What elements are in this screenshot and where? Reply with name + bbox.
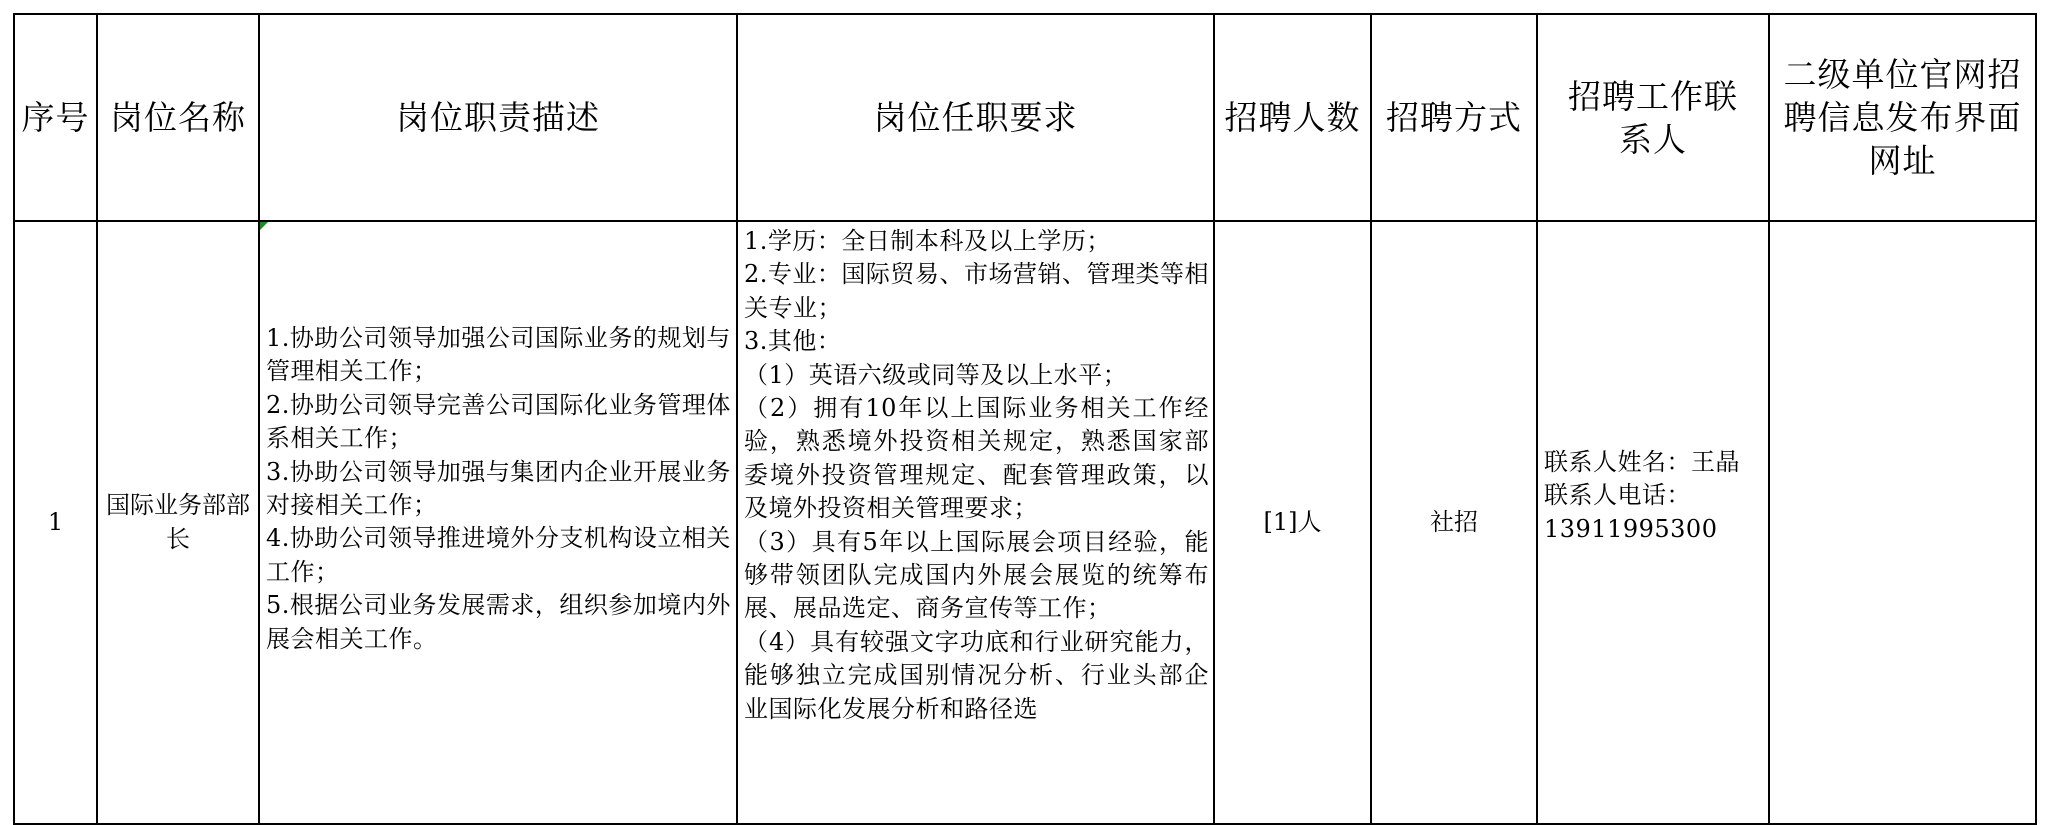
cell-url [1769, 221, 2036, 824]
header-duties: 岗位职责描述 [259, 14, 737, 221]
header-url: 二级单位官网招聘信息发布界面网址 [1769, 14, 2036, 221]
cell-duties [259, 221, 737, 824]
header-headcount: 招聘人数 [1214, 14, 1371, 221]
requirement-item: （3）具有5年以上国际展会项目经验，能够带领团队完成国内外展会展览的统筹布展、展品选定、商务宣传等工作； [744, 527, 1209, 623]
contact-phone-label: 联系人电话： [1544, 481, 1691, 510]
contact-name: 联系人姓名：王晶 [1544, 448, 1740, 476]
cell-headcount: [1]人 [1214, 221, 1371, 824]
requirement-item: 3.其他： [744, 327, 842, 356]
requirement-item: 2.专业：国际贸易、市场营销、管理类等相关专业； [744, 260, 1209, 322]
table-row [14, 221, 2036, 824]
cell-seq: 1 [14, 221, 97, 824]
requirement-item: （2）拥有10年以上国际业务相关工作经验，熟悉境外投资相关规定，熟悉国家部委境外投资管理规定、配套管理政策，以及境外投资相关管理要求； [744, 394, 1209, 523]
header-row [14, 14, 2036, 221]
duty-item: 2.协助公司领导完善公司国际化业务管理体系相关工作； [266, 390, 731, 453]
header-requirements: 岗位任职要求 [737, 14, 1214, 221]
duty-item: 5.根据公司业务发展需求，组织参加境内外展会相关工作。 [266, 591, 731, 653]
cell-position-name: 国际业务部部长 [97, 221, 259, 824]
recruitment-table [13, 13, 2037, 825]
cell-comment-marker [260, 222, 268, 230]
cell-requirements [737, 221, 1214, 824]
header-seq: 序号 [14, 14, 97, 221]
cell-contact [1537, 221, 1769, 824]
duty-item: 1.协助公司领导加强公司国际业务的规划与管理相关工作； [266, 324, 731, 386]
header-method: 招聘方式 [1371, 14, 1537, 221]
header-contact: 招聘工作联系人 [1537, 14, 1769, 221]
duty-item: 4.协助公司领导推进境外分支机构设立相关工作； [266, 524, 731, 586]
cell-method: 社招 [1371, 221, 1537, 824]
duty-item: 3.协助公司领导加强与集团内企业开展业务对接相关工作； [266, 457, 731, 520]
requirement-item: （4）具有较强文字功底和行业研究能力，能够独立完成国别情况分析、行业头部企业国际化发展分析和路径选 [744, 627, 1209, 723]
header-position-name: 岗位名称 [97, 14, 259, 221]
contact-phone: 13911995300 [1544, 514, 1718, 543]
requirement-item: 1.学历：全日制本科及以上学历； [744, 227, 1111, 255]
requirement-item: （1）英语六级或同等及以上水平； [744, 360, 1128, 389]
